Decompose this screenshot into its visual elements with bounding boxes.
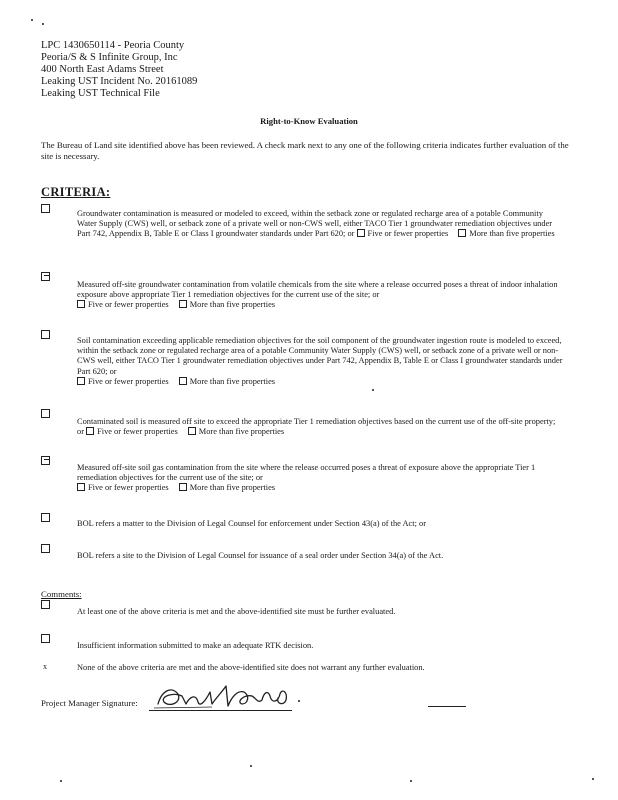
criterion-3-more-checkbox[interactable] [179,377,187,385]
criterion-7-checkbox[interactable] [41,544,50,553]
header-line-2: Peoria/S & S Infinite Group, Inc [41,52,178,63]
criteria-heading: CRITERIA: [41,185,111,199]
header-line-3: 400 North East Adams Street [41,64,164,75]
criterion-6-text: BOL refers a matter to the Division of Legal Counsel for enforcement under Section 43(a) of the Act; or [77,519,427,528]
criterion-3-fewer-checkbox[interactable] [77,377,85,385]
criterion-6-checkbox[interactable] [41,513,50,522]
criterion-3-checkbox[interactable] [41,330,50,339]
comment-1-checkbox[interactable] [41,600,50,609]
handwritten-signature [152,682,297,712]
criterion-3-text: Soil contamination exceeding applicable remediation objectives for the soil component of the groundwater ingestion route is modeled to exceed, within the setback zone or regulated recharge area of a potable Community Water Supply (CWS) well, or setback zone of a private well or non-CWS well, either TACO Tier 1 groundwater remediation objectives under Part 742, Appendix B, Table E or Class I groundwater standards under Part 620; or [77,336,563,376]
signature-label: Project Manager Signature: [41,698,138,708]
comment-2-text: Insufficient information submitted to make an adequate RTK decision. [77,641,314,650]
criterion-5 [77,463,564,494]
criterion-1-fewer-label: Five or fewer properties [367,229,449,239]
scan-speck [31,19,33,21]
header-line-1: LPC 1430650114 - Peoria County [41,40,185,51]
criterion-2-fewer-label: Five or fewer properties [88,300,169,310]
intro-paragraph: The Bureau of Land site identified above has been reviewed. A check mark next to any one of the following criteria indicates further evaluation of the site is necessary. [41,140,569,161]
criterion-4-more-label: More than five properties [198,427,285,437]
comments-heading: Comments: [41,589,82,599]
criterion-5-text: Measured off-site soil gas contamination from the site where the release occurred poses a threat of exposure above the appropriate Tier 1 remediation objectives for the current use of the site; or [77,463,536,483]
scan-speck [410,780,412,782]
criterion-5-fewer-label: Five or fewer properties [88,483,169,493]
criterion-2-fewer-checkbox[interactable] [77,300,85,308]
criterion-3 [77,336,564,387]
criterion-1-more-label: More than five properties [469,229,555,239]
criterion-2-more-label: More than five properties [189,300,276,310]
date-line [428,706,466,707]
scan-speck [250,765,252,767]
criterion-4-more-checkbox[interactable] [188,427,196,435]
document-title: Right-to-Know Evaluation [260,116,358,126]
criterion-3-more-label: More than five properties [189,376,276,386]
criterion-2-text: Measured off-site groundwater contamination from volatile chemicals from the site where a release occurred poses a threat of indoor inhalation exposure above appropriate Tier 1 remediation objectives for the current use of the site; or [77,280,558,300]
comment-3-mark: x [43,662,47,671]
scan-speck [592,778,594,780]
criterion-4-text: Contaminated soil is measured off site to exceed the appropriate Tier 1 remediation objectives based on the current use of the off-site property; or [77,417,556,437]
criterion-1-more-checkbox[interactable] [458,229,466,237]
criterion-5-more-checkbox[interactable] [179,483,187,491]
scan-speck [298,700,300,702]
scan-speck [60,780,62,782]
criterion-4 [77,417,564,437]
scan-speck [372,389,374,391]
criterion-1-fewer-checkbox[interactable] [357,229,365,237]
criterion-3-fewer-label: Five or fewer properties [88,376,169,386]
criterion-1-checkbox[interactable] [41,204,50,213]
criterion-5-checkbox[interactable] [41,456,50,465]
criterion-1 [77,209,564,240]
criterion-1-text: Groundwater contamination is measured or modeled to exceed, within the setback zone or regulated recharge area of a potable Community Water Supply (CWS) well, or setback zone of a private well or non-CWS well, either TACO Tier 1 groundwater remediation objectives under Part 742, Appendix B, Table E or Class I groundwater standards under Part 620; or [77,209,553,239]
criterion-4-fewer-label: Five or fewer properties [97,427,178,437]
criterion-7-text: BOL refers a site to the Division of Legal Counsel for issuance of a seal order under Section 34(a) of the Act. [77,551,444,560]
header-line-5: Leaking UST Technical File [41,88,160,99]
comment-2-checkbox[interactable] [41,634,50,643]
criterion-2 [77,280,564,311]
comment-1-text: At least one of the above criteria is met and the above-identified site must be further evaluated. [77,607,396,616]
criterion-4-checkbox[interactable] [41,409,50,418]
criterion-2-checkbox[interactable] [41,272,50,281]
criterion-4-fewer-checkbox[interactable] [86,427,94,435]
header-line-4: Leaking UST Incident No. 20161089 [41,76,198,87]
criterion-2-more-checkbox[interactable] [179,300,187,308]
criterion-5-more-label: More than five properties [189,483,276,493]
comment-3-text: None of the above criteria are met and the above-identified site does not warrant any further evaluation. [77,663,425,672]
scan-speck [42,23,44,25]
criterion-5-fewer-checkbox[interactable] [77,483,85,491]
